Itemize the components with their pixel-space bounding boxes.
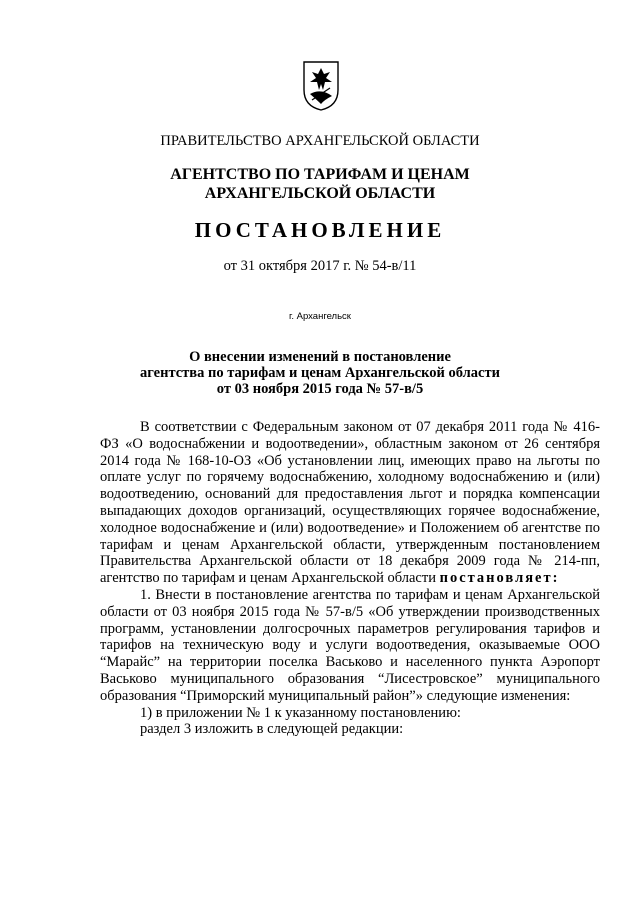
document-subject	[0, 349, 640, 397]
decree-word: постановляет:	[439, 570, 560, 587]
document-body	[100, 419, 600, 738]
preamble-text: В соответствии с Федеральным законом от 07 декабря 2011 года № 416-ФЗ «О водоснабжении и водоотведении», областным законом от 26 сентября 2014 года № 168-10-ОЗ «Об установлении лиц, имеющих право на льготы по оплате услуг по горячему водоснабжению, холодному водоснабжению и (или) водоотведению, оснований для предоставления льгот и порядка компенсации выпадающих доходов организаций, осуществляющих горячее водоснабжение, холодное водоснабжение и (или) водоотведение» и Положением об агентстве по тарифам и ценам Архангельской области, утвержденным постановлением Правительства Архангельской области от 18 декабря 2009 года № 214-пп, агентство по тарифам и ценам Архангельской области	[100, 419, 600, 587]
body-paragraph-item1: 1. Внести в постановление агентства по тарифам и ценам Архангельской области от 03 ноября 2015 года № 57-в/5 «Об утверждении производственных программ, установлении долгосрочных параметров регулирования тарифов и тарифов на техническую воду и услуги водоотведения, оказываемые ООО “Марайс” на территории поселка Васьково и населенного пункта Аэропорт Васьково муниципального образования “Лисестровское” муниципального образования “Приморский муниципальный район”» следующие изменения:	[100, 586, 600, 704]
document-date-number: от 31 октября 2017 г. № 54-в/11	[223, 258, 417, 274]
agency-name-line2: АРХАНГЕЛЬСКОЙ ОБЛАСТИ	[204, 185, 436, 202]
coat-of-arms-emblem	[302, 60, 340, 112]
agency-name-line1: АГЕНТСТВО ПО ТАРИФАМ И ЦЕНАМ	[170, 166, 470, 183]
government-name: ПРАВИТЕЛЬСТВО АРХАНГЕЛЬСКОЙ ОБЛАСТИ	[160, 133, 480, 149]
document-type-title: ПОСТАНОВЛЕНИЕ	[194, 218, 446, 242]
body-paragraph-subitem1: 1) в приложении № 1 к указанному постановлению:	[140, 704, 461, 721]
agency-name	[0, 165, 640, 203]
body-paragraph-section3: раздел 3 изложить в следующей редакции:	[140, 721, 404, 738]
document-city: г. Архангельск	[289, 311, 351, 322]
subject-line2: агентства по тарифам и ценам Архангельской области	[140, 365, 500, 381]
subject-line1: О внесении изменений в постановление	[189, 349, 451, 365]
body-paragraph-preamble	[100, 419, 600, 587]
subject-line3: от 03 ноября 2015 года № 57-в/5	[216, 381, 424, 397]
